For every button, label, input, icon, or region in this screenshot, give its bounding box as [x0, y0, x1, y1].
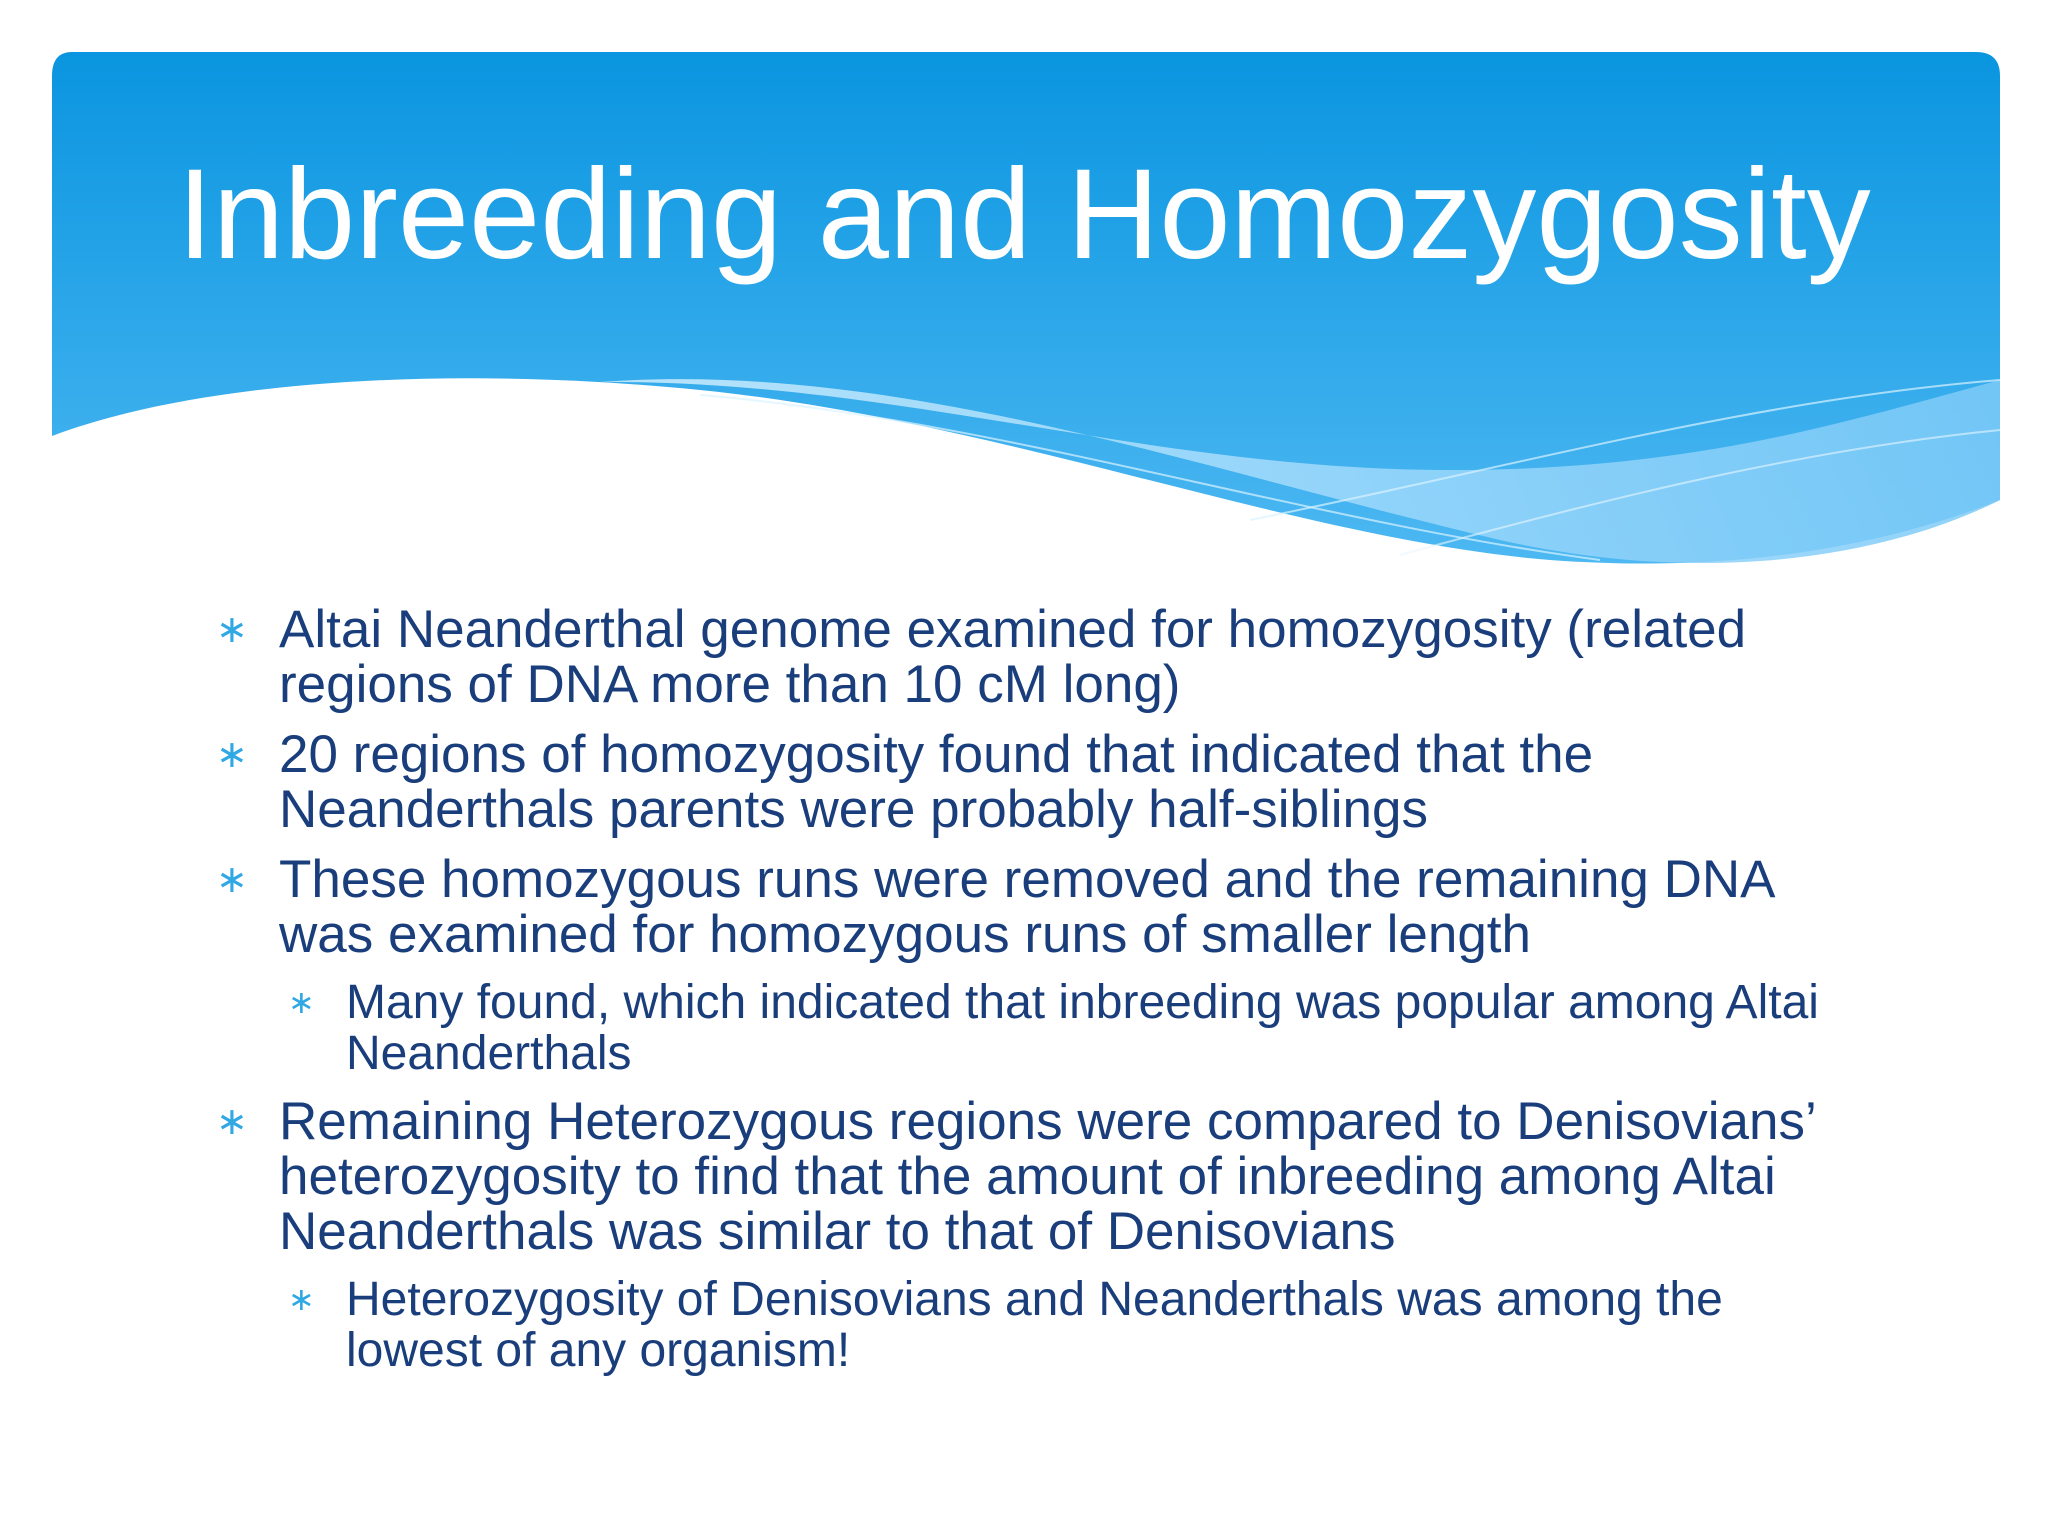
bullet-item	[210, 727, 1850, 837]
asterisk-bullet-icon: ∗	[216, 607, 248, 651]
bullet-text: Many found, which indicated that inbreeding was popular among Altai Neanderthals	[346, 976, 1819, 1080]
sub-bullet-item	[210, 1274, 1850, 1376]
bullet-item	[210, 852, 1850, 962]
bullet-list	[210, 602, 1850, 1391]
asterisk-bullet-icon: ∗	[288, 983, 315, 1021]
bullet-item	[210, 1094, 1850, 1259]
bullet-text: These homozygous runs were removed and the remaining DNA was examined for homozygous runs of smaller length	[279, 850, 1773, 964]
bullet-text: Remaining Heterozygous regions were compared to Denisovians’ heterozygosity to find that the amount of inbreeding among Altai Neanderthals was similar to that of Denisovians	[279, 1092, 1815, 1261]
asterisk-bullet-icon: ∗	[216, 1099, 248, 1143]
bullet-text: Altai Neanderthal genome examined for homozygosity (related regions of DNA more than 10 cM long)	[279, 600, 1747, 714]
asterisk-bullet-icon: ∗	[216, 732, 248, 776]
bullet-text: 20 regions of homozygosity found that indicated that the Neanderthals parents were probably half-siblings	[279, 725, 1594, 839]
asterisk-bullet-icon: ∗	[216, 857, 248, 901]
slide-title: Inbreeding and Homozygosity	[177, 143, 1871, 286]
sub-bullet-item	[210, 977, 1850, 1079]
bullet-item	[210, 602, 1850, 712]
asterisk-bullet-icon: ∗	[288, 1280, 315, 1318]
bullet-text: Heterozygosity of Denisovians and Neanderthals was among the lowest of any organism!	[346, 1273, 1723, 1377]
header-wave-background	[0, 0, 2048, 600]
